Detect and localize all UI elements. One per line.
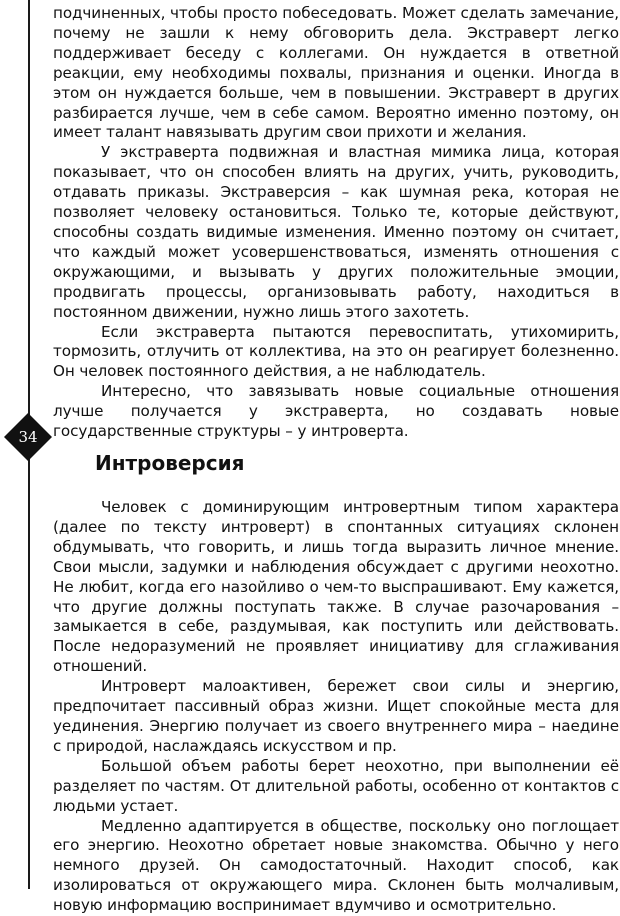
top-text-block [53,4,619,442]
paragraph: Человек с доминирующим интровертным типом характера (далее по тексту интроверт) в спонтанных ситуациях склонен обдумывать, что говорить, и лишь тогда выразить личное мнение. Свои мысли, задумки и наблюдения обсуждает с другими неохотно. Не любит, когда его назойливо о чем-то выспрашивают. Ему кажется, что другие должны поступать также. В случае разочарования – замыкается в себе, раздумывая, как поступить или действовать. После недоразумений не проявляет инициативу для сглаживания отношений. [53,498,619,677]
paragraph: Интересно, что завязывать новые социальные отношения лучше получается у экстраверта, но создавать новые государственные структуры – у интроверта. [53,382,619,442]
paragraph: подчиненных, чтобы просто побеседовать. Может сделать замечание, почему не зашли к нему обговорить дела. Экстраверт легко поддерживает беседу с коллегами. Он нуждается в ответной реакции, ему необходимы похвалы, признания и оценки. Иногда в этом он нуждается больше, чем в повышении. Экстраверт в других разбирается лучше, чем в себе самом. Вероятно именно поэтому, он имеет талант навязывать другим свои прихоти и желания. [53,4,619,143]
paragraph: Если экстраверта пытаются перевоспитать, утихомирить, тормозить, отлучить от коллектива, на это он реагирует болезненно. Он человек постоянного действия, а не наблюдатель. [53,323,619,383]
page-number: 34 [3,425,53,449]
paragraph: У экстраверта подвижная и властная мимика лица, которая показывает, что он способен влиять на других, учить, руководить, отдавать приказы. Экстраверсия – как шумная река, которая не позволяет человеку остановиться. Только те, которые действуют, способны создать видимые изменения. Именно поэтому он считает, что каждый может усовершенствоваться, изменять отношения с окружающими, и вызывать у других положительные эмоции, продвигать процессы, организовывать работу, находиться в постоянном движении, нужно лишь этого захотеть. [53,143,619,322]
section-heading: Интроверсия [95,449,244,477]
paragraph: Медленно адаптируется в обществе, поскольку оно поглощает его энергию. Неохотно обретает новые знакомства. Обычно у него немного друзей. Он самодостаточный. Находит способ, как изолироваться от окружающего мира. Склонен быть молчаливым, новую информацию воспринимает вдумчиво и осмотрительно. [53,817,619,916]
paragraph: Интроверт малоактивен, бережет свои силы и энергию, предпочитает пассивный образ жизни. Ищет спокойные места для уединения. Энергию получает из своего внутреннего мира – наедине с природой, наслаждаясь искусством и пр. [53,677,619,757]
paragraph: Большой объем работы берет неохотно, при выполнении её разделяет по частям. От длительной работы, особенно от контактов с людьми устает. [53,757,619,817]
bottom-text-block [53,498,619,916]
